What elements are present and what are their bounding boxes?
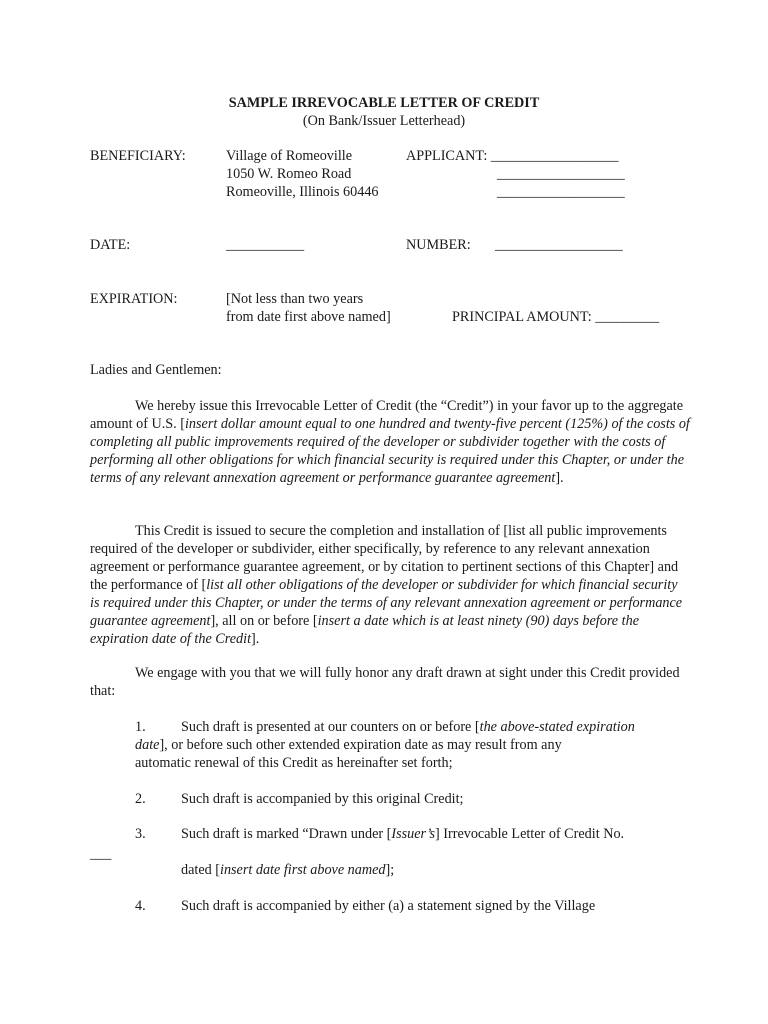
paragraph-text: ]. — [555, 470, 564, 486]
condition-text: dated [ — [181, 862, 220, 878]
condition-number: 3. — [135, 826, 146, 842]
condition-instruction-text: date — [135, 737, 160, 753]
condition-number: 2. — [135, 791, 146, 807]
paragraph-credit-purpose — [90, 522, 690, 648]
expiration-label: EXPIRATION: — [90, 291, 178, 307]
date-value: ___________ — [226, 237, 305, 253]
applicant-line-3: __________________ — [497, 184, 625, 200]
paragraph-engagement — [90, 664, 690, 700]
beneficiary-name: Village of Romeoville — [226, 148, 353, 164]
paragraph-text: We engage with you that we will fully honor any draft drawn at sight under this Credit provided that: — [90, 665, 680, 699]
applicant-line-2: __________________ — [497, 166, 625, 182]
condition-4-text: Such draft is accompanied by either (a) a statement signed by the Village — [181, 898, 596, 914]
principal-amount-label: PRINCIPAL AMOUNT: _________ — [452, 309, 660, 325]
number-label: NUMBER: — [406, 237, 471, 253]
beneficiary-street: 1050 W. Romeo Road — [226, 166, 352, 182]
paragraph-text: ]. — [251, 631, 260, 647]
condition-text: ], or before such other extended expiration date as may result from any — [159, 737, 562, 753]
condition-1-line-1 — [181, 718, 635, 736]
expiration-line-1: [Not less than two years — [226, 291, 364, 307]
expiration-line-2: from date first above named] — [226, 309, 391, 325]
date-label: DATE: — [90, 237, 131, 253]
condition-1-line-3: automatic renewal of this Credit as hereinafter set forth; — [135, 755, 453, 771]
condition-3-line-1 — [181, 825, 624, 843]
condition-text: Such draft is marked “Drawn under [ — [181, 826, 392, 842]
paragraph-text: This Credit is issued to secure the completion and installation of [list all public improvements required of the developer or subdivider, either specifically, by reference to any relevant annexation agreement or performance guarantee agreement, or by citation to pertinent sections of this Chapter] and the performance of [ — [90, 523, 679, 593]
document-title: SAMPLE IRREVOCABLE LETTER OF CREDIT — [228, 95, 540, 111]
number-value: __________________ — [495, 237, 623, 253]
condition-instruction-text: the above-stated expiration — [479, 719, 635, 735]
condition-number: 4. — [135, 898, 146, 914]
salutation: Ladies and Gentlemen: — [90, 362, 222, 378]
paragraph-instruction-text: insert a date which is at least ninety (90) days before the expiration date of the Credit — [90, 613, 639, 647]
condition-instruction-text: Issuer’s — [391, 826, 435, 842]
condition-text: ] Irrevocable Letter of Credit No. — [435, 826, 625, 842]
paragraph-instruction-text: insert dollar amount equal to one hundred and twenty-five percent (125%) of the costs of completing all public improvements required of the developer or subdivider together with the costs of performing all other obligations for which financial security is required under this Chapter, or under the terms of any relevant annexation agreement or performance guarantee agreement — [90, 416, 690, 486]
paragraph-text: ], all on or before [ — [210, 613, 318, 629]
beneficiary-label: BENEFICIARY: — [90, 148, 186, 164]
condition-text: Such draft is presented at our counters on or before [ — [181, 719, 480, 735]
condition-text: ]; — [385, 862, 395, 878]
condition-2-text: Such draft is accompanied by this original Credit; — [181, 791, 464, 807]
applicant-label: APPLICANT: __________________ — [406, 148, 619, 164]
condition-3-line-2 — [181, 861, 394, 879]
condition-1-line-2 — [135, 736, 562, 754]
paragraph-credit-amount — [90, 397, 690, 487]
document-subtitle: (On Bank/Issuer Letterhead) — [302, 113, 466, 129]
condition-number: 1. — [135, 719, 146, 735]
paragraph-text: We hereby issue this Irrevocable Letter of Credit (the “Credit”) in your favor up to the aggregate amount of U.S. [ — [90, 398, 684, 432]
condition-instruction-text: insert date first above named — [220, 862, 386, 878]
letter-number-blank: ___ — [90, 846, 112, 862]
beneficiary-city: Romeoville, Illinois 60446 — [226, 184, 379, 200]
paragraph-instruction-text: list all other obligations of the developer or subdivider for which financial security is required under this Chapter, or under the terms of any relevant annexation agreement or performance guarantee agreement — [90, 577, 683, 629]
